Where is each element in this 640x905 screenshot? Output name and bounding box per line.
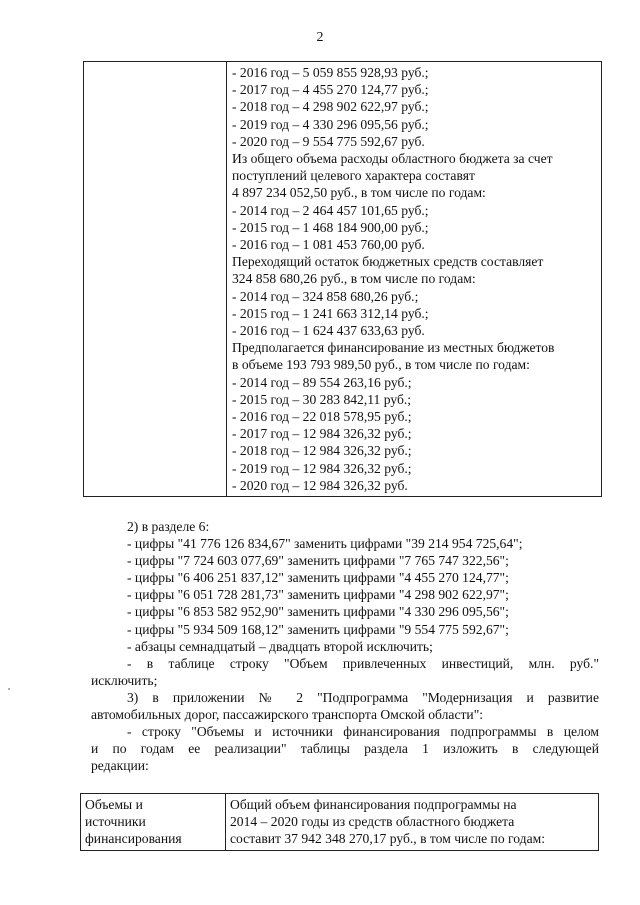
funding-line: - 2014 год – 324 858 680,26 руб.; [232, 288, 419, 304]
funding-line: - 2018 год – 12 984 326,32 руб.; [232, 443, 412, 459]
funding-line: - 2016 год – 22 018 578,95 руб.; [232, 409, 412, 425]
funding-line: 4 897 234 052,50 руб., в том числе по годам: [232, 185, 486, 201]
funding-line: - 2017 год – 12 984 326,32 руб.; [232, 426, 412, 442]
exclude-paragraphs-line: - абзацы семнадцатый – двадцать второй исключить; [127, 638, 433, 654]
funding-line: в объеме 193 793 989,50 руб., в том числе по годам: [232, 357, 530, 373]
funding-line: Предполагается финансирование из местных бюджетов [232, 340, 555, 356]
paragraph-section-6: 2) в разделе 6: [127, 519, 210, 534]
funding-line: - 2015 год – 30 283 842,11 руб.; [232, 391, 412, 407]
exclude-row-line-cont: исключить; [91, 672, 158, 688]
exclude-row-line: - в таблице строку "Объем привлеченных инвестиций, млн. руб." [127, 655, 599, 671]
replace-figures-line: - цифры "6 406 251 837,12" заменить цифрами "4 455 270 124,77"; [127, 570, 509, 586]
funding-line: - 2016 год – 1 624 437 633,63 руб. [232, 323, 425, 339]
funding-line: - 2018 год – 4 298 902 622,97 руб.; [232, 99, 429, 115]
funding-line: 324 858 680,26 руб., в том числе по годам: [232, 271, 476, 287]
amendments-text [91, 518, 599, 774]
replace-figures-line: - цифры "5 934 509 168,12" заменить цифрами "9 554 775 592,67"; [127, 621, 509, 637]
funding-line: Переходящий остаток бюджетных средств составляет [232, 254, 544, 270]
funding-line: - 2016 год – 1 081 453 760,00 руб. [232, 237, 425, 253]
row-restate-line-cont: и по годам ее реализации" таблицы раздела 1 изложить в следующей [91, 741, 599, 757]
funding-table-new [80, 793, 599, 851]
row-restate-line-end: редакции: [91, 758, 149, 774]
funding-line: Из общего объема расходы областного бюджета за счет [232, 151, 553, 167]
funding-table-continuation [83, 61, 602, 497]
funding-line: - 2019 год – 12 984 326,32 руб.; [232, 460, 412, 476]
funding-line: - 2019 год – 4 330 296 095,56 руб.; [232, 116, 429, 132]
replace-figures-line: - цифры "41 776 126 834,67" заменить цифрами "39 214 954 725,64"; [127, 536, 523, 552]
scan-speck [8, 688, 10, 690]
funding-line: - 2015 год – 1 468 184 900,00 руб.; [232, 219, 429, 235]
funding-line: - 2020 год – 12 984 326,32 руб. [232, 477, 408, 493]
funding-line: - 2014 год – 2 464 457 101,65 руб.; [232, 202, 429, 218]
funding-line: - 2016 год – 5 059 855 928,93 руб.; [232, 65, 429, 80]
replace-figures-line: - цифры "6 853 582 952,90" заменить цифрами "4 330 296 095,56"; [127, 604, 509, 620]
page-number: 2 [316, 30, 324, 45]
appendix-2-line-cont: автомобильных дорог, пассажирского транспорта Омской области": [91, 707, 484, 723]
empty-left-cell [84, 62, 227, 497]
appendix-2-line: 3) в приложении № 2 "Подпрограмма "Модернизация и развитие [127, 689, 599, 705]
funding-details-cell [227, 62, 602, 497]
replace-figures-line: - цифры "7 724 603 077,69" заменить цифрами "7 765 747 322,56"; [127, 553, 509, 569]
funding-line: поступлений целевого характера составят [232, 168, 475, 184]
row-restate-line: - строку "Объемы и источники финансирования подпрограммы в целом [127, 724, 599, 740]
row-header-cell: Объемы и источники финансирования [81, 794, 226, 851]
funding-line: - 2014 год – 89 554 263,16 руб.; [232, 374, 412, 390]
funding-line: - 2017 год – 4 455 270 124,77 руб.; [232, 82, 429, 98]
replace-figures-line: - цифры "6 051 728 281,73" заменить цифрами "4 298 902 622,97"; [127, 587, 509, 603]
row-value-cell: Общий объем финансирования подпрограммы на 2014 – 2020 годы из средств областного бюджета составит 37 942 348 270,17 руб., в том числе по годам: [226, 794, 599, 851]
funding-line: - 2015 год – 1 241 663 312,14 руб.; [232, 305, 429, 321]
funding-line: - 2020 год – 9 554 775 592,67 руб. [232, 133, 425, 149]
